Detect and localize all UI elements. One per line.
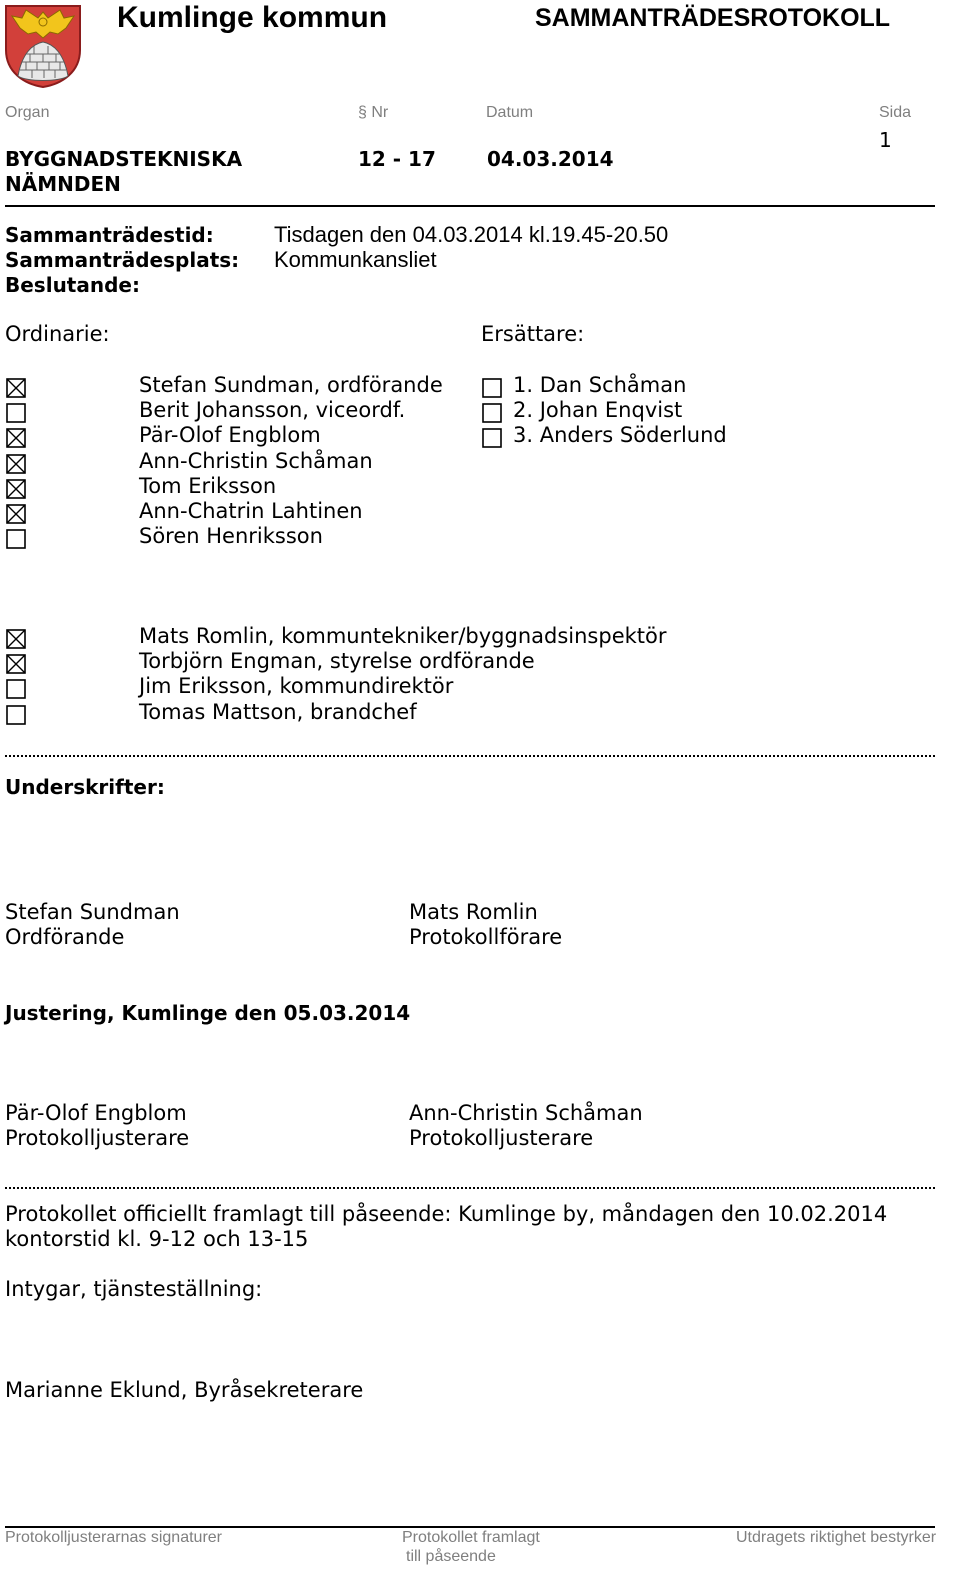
footer-middle-line-2: till påseende (406, 1548, 496, 1565)
checkbox-checked (6, 504, 26, 524)
checkbox-unchecked (6, 679, 26, 699)
signatures-heading: Underskrifter: (5, 775, 165, 799)
meeting-time-label: Sammanträdestid: (5, 223, 214, 247)
dotted-divider-1 (5, 755, 935, 757)
footer-divider (5, 1526, 935, 1528)
deciders-label: Beslutande: (5, 273, 140, 297)
justering-left-name: Pär-Olof Engblom (5, 1101, 187, 1125)
dotted-divider-2 (5, 1187, 935, 1189)
checkbox-unchecked (482, 428, 502, 448)
member-name: Ann-Christin Schåman (139, 448, 373, 473)
coat-of-arms-icon (4, 4, 82, 88)
ordinarie-label: Ordinarie: (5, 322, 110, 346)
checkbox-checked (6, 378, 26, 398)
meeting-place-value: Kommunkansliet (274, 247, 437, 272)
member-name: Mats Romlin, kommuntekniker/byggnadsinspektör (139, 624, 667, 648)
checkbox-checked (6, 479, 26, 499)
notice-line-2: kontorstid kl. 9-12 och 13-15 (5, 1227, 309, 1251)
signature-left-name: Stefan Sundman (5, 900, 180, 924)
meeting-place-label: Sammanträdesplats: (5, 248, 240, 272)
label-organ: Organ (5, 104, 50, 121)
checkbox-unchecked (482, 378, 502, 398)
checkbox-checked (6, 629, 26, 649)
organ-line-1: BYGGNADSTEKNISKA (5, 147, 243, 171)
checkbox-unchecked (482, 403, 502, 423)
footer-middle-line-1: Protokollet framlagt (402, 1529, 540, 1546)
notice-line-1: Protokollet officiellt framlagt till påseende: Kumlinge by, måndagen den 10.02.2014 (5, 1202, 888, 1226)
header-divider (5, 205, 935, 207)
justering-right-name: Ann-Christin Schåman (409, 1101, 643, 1125)
member-name: Tomas Mattson, brandchef (139, 699, 417, 724)
member-name: Stefan Sundman, ordförande (139, 373, 443, 397)
signature-right-name: Mats Romlin (409, 900, 538, 924)
justering-left-role: Protokolljusterare (5, 1126, 190, 1150)
member-name: Pär-Olof Engblom (139, 423, 321, 448)
member-name: Torbjörn Engman, styrelse ordförande (139, 649, 535, 674)
member-name: Tom Eriksson (139, 473, 277, 498)
member-name: Ann-Chatrin Lahtinen (139, 499, 363, 523)
footer-left: Protokolljusterarnas signaturer (5, 1529, 222, 1546)
label-sida: Sida (879, 104, 912, 121)
checkbox-unchecked (6, 705, 26, 725)
ersattare-label: Ersättare: (481, 322, 585, 346)
organ-line-2: NÄMNDEN (5, 172, 121, 196)
member-name: 3. Anders Söderlund (513, 423, 727, 448)
justering-heading: Justering, Kumlinge den 05.03.2014 (5, 1001, 411, 1025)
document-type: SAMMANTRÄDESROTOKOLL (535, 4, 891, 32)
justering-right-role: Protokolljusterare (409, 1126, 594, 1150)
checkbox-checked (6, 454, 26, 474)
certifier-name: Marianne Eklund, Byråsekreterare (5, 1378, 364, 1402)
meeting-date: 04.03.2014 (487, 147, 614, 171)
member-name: 2. Johan Enqvist (513, 398, 683, 423)
signature-left-role: Ordförande (5, 925, 125, 949)
label-datum: Datum (486, 104, 534, 121)
checkbox-unchecked (6, 403, 26, 423)
label-nr: § Nr (358, 104, 389, 121)
certificate-label: Intygar, tjänsteställning: (5, 1277, 263, 1301)
footer-right: Utdragets riktighet bestyrker (736, 1529, 937, 1546)
signature-right-role: Protokollförare (409, 925, 563, 949)
checkbox-checked (6, 428, 26, 448)
paragraph-number: 12 - 17 (358, 147, 436, 171)
checkbox-checked (6, 654, 26, 674)
checkbox-unchecked (6, 529, 26, 549)
page-number: 1 (879, 128, 892, 152)
member-name: 1. Dan Schåman (513, 373, 687, 397)
municipality-name: Kumlinge kommun (117, 1, 388, 34)
member-name: Sören Henriksson (139, 524, 323, 549)
member-name: Berit Johansson, viceordf. (139, 398, 406, 423)
member-name: Jim Eriksson, kommundirektör (139, 674, 454, 699)
meeting-time-value: Tisdagen den 04.03.2014 kl.19.45-20.50 (274, 222, 669, 247)
